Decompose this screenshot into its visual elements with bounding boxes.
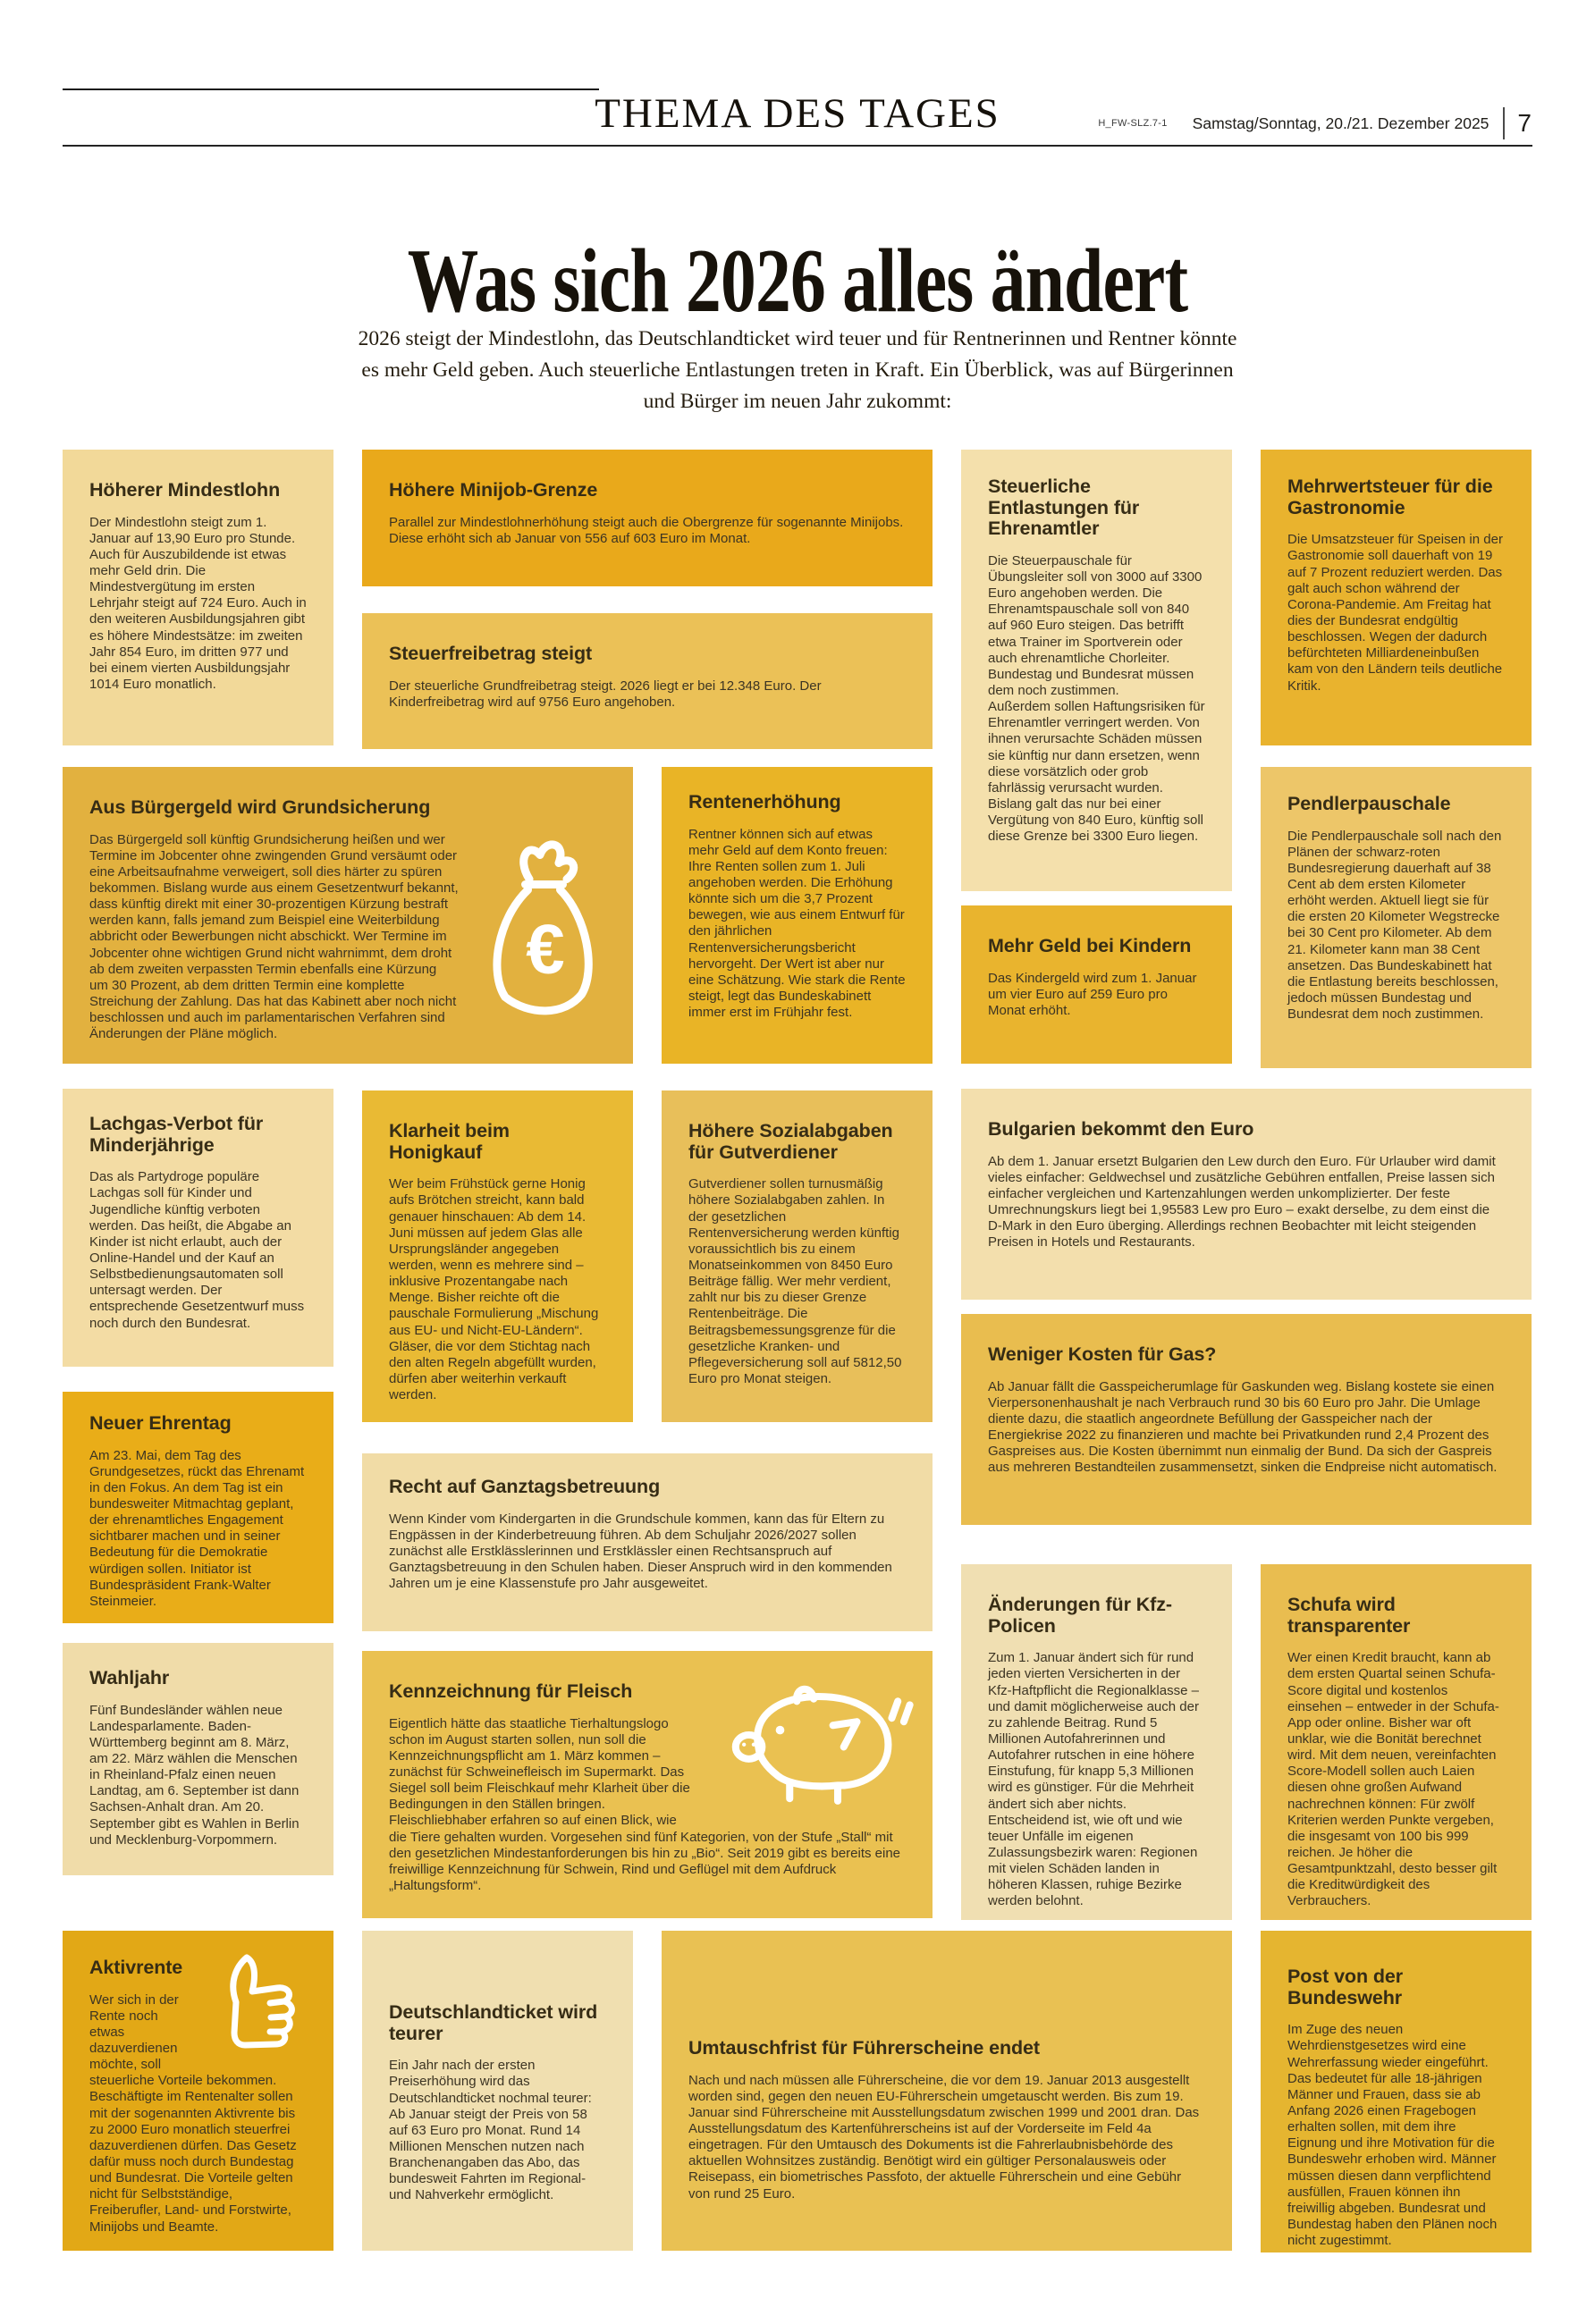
article-box-schufa-transparenter [1261,1564,1532,1920]
article-body: Ab Januar fällt die Gasspeicherumlage für Gaskunden weg. Bislang kostete sie einen Vierpersonenhaushalt je nach Verbrauch rund 30 bis 60 Euro pro Jahr. Die Umlage diente dazu, die staatlich angeordnete Befüllung der Gasspeicher nach der Energiekrise 2022 zu finanzieren und machte bei Privatkunden rund 2,4 Prozent des Gaspreises aus. Die Kosten übernimmt nun einmalig der Bund. Da sich der Gaspreis aus mehreren Bestandteilen zusammensetzt, sinken die Endpreise nicht automatisch. [988,1378,1498,1476]
article-heading: Höherer Mindestlohn [89,479,281,501]
article-body: Rentner können sich auf etwas mehr Geld auf dem Konto freuen: Ihre Renten sollen zum 1. Juli angehoben werden. Die Erhöhung könnte sich um die 3,7 Prozent bewegen, wie aus einem Entwurf für den jährlichen Rentenversicherungsbericht hervorgeht. Der Wert ist aber nur eine Schätzung. Wie stark die Rente steigt, legt das Bundeskabinett immer erst im Frühjahr fest. [688,826,906,1021]
article-body: Das Kindergeld wird zum 1. Januar um vier Euro auf 259 Euro pro Monat erhöht. [988,970,1197,1018]
article-body: Der Mindestlohn steigt zum 1. Januar auf 13,90 Euro pro Stunde. Auch für Auszubildende ist etwas mehr Geld drin. Die Mindestvergütung im ersten Lehrjahr steigt auf 724 Euro. Auch in den weiteren Ausbildungsjahren gibt es höhere Mindestsätze: im zweiten Jahr 854 Euro, im dritten 977 und bei einem vierten Ausbildungsjahr 1014 Euro monatlich. [89,514,307,693]
article-heading: Mehr Geld bei Kindern [988,935,1192,956]
article-body: Die Pendlerpauschale soll nach den Plänen der schwarz-roten Bundesregierung dauerhaft auf 38 Cent ab dem ersten Kilometer erhöht werden. Aktuell liegt sie für die ersten 20 Kilometer Wegstrecke bei 30 Cent pro Kilometer. Ab dem 21. Kilometer kann man 38 Cent ansetzen. Das Bundeskabinett hat die Entlastung bereits beschlossen, jedoch müssen Bundestag und Bundesrat dem noch zustimmen. [1287,828,1502,1023]
page-headline: Was sich 2026 alles ändert [407,231,1188,333]
svg-text:€: € [526,909,565,989]
article-box-steuerliche-entlastungen-ehrenamtler [961,450,1232,891]
article-box-aenderungen-kfz-policen [961,1564,1232,1920]
article-box-hoehere-sozialabgaben [662,1090,933,1422]
article-heading: Neuer Ehrentag [89,1412,232,1434]
header-meta [1098,107,1532,139]
article-body: Wenn Kinder vom Kindergarten in die Grundschule kommen, kann das für Eltern zu Engpässen in der Kinderbetreuung führen. Ab dem Schuljahr 2026/2027 sollen zunächst alle Erstklässlerinnen und Erstklässler einen Rechtsanspruch auf Ganztagsbetreuung in den Schulen haben. Dieser Anspruch wird in den kommenden Jahren um je eine Klassenstufe pro Jahr ausgeweitet. [389,1511,892,1592]
article-heading: Umtauschfrist für Führerscheine endet [688,2037,1040,2059]
article-heading: Schufa wird transparenter [1287,1594,1411,1637]
article-heading: Klarheit beim Honigkauf [389,1120,510,1163]
article-body: Außerdem sollen Haftungsrisiken für Ehrenamtler verringert werden. Von ihnen verursachte Schäden müssen sie künftig nur dann ersetzen, wenn diese vorsätzlich oder grob fahrlässig verursacht wurden. Bislang galt das nur bei einer Vergütung von 840 Euro, künftig soll diese Grenze bei 3300 Euro liegen. [988,699,1205,845]
article-text: Wer sich in der Rente noch etwas dazuverdienen möchte, soll steuerliche Vorteile bekommen. Beschäftigte im Rentenalter sollen mit der sogenannten Aktivrente bis zu 2000 Euro monatlich steuerfrei dazuverdienen dürfen. Das Gesetz dafür muss noch durch Bundestag und Bundesrat. Die Vorteile gelten nicht für Selbstständige, Freiberufler, Land- und Forstwirte, Minijobs und Beamte. [89,1991,297,2235]
article-box-wahljahr [63,1643,333,1875]
article-body: Wer beim Frühstück gerne Honig aufs Brötchen streicht, kann bald genauer hinschauen: Ab dem 14. Juni müssen auf jedem Glas alle Ursprungsländer angegeben werden, wenn es mehrere sind – inklusive Prozentangabe nach Menge. Bisher reichte oft die pauschale Formulierung „Mischung aus EU- und Nicht-EU-Ländern“. Gläser, die vor dem Stichtag nach den alten Regeln abgefüllt wurden, dürfen aber weiterhin verkauft werden. [389,1176,599,1403]
article-body: Ein Jahr nach der ersten Preiserhöhung wird das Deutschlandticket nochmal teurer: Ab Januar steigt der Preis von 58 auf 63 Euro pro Monat. Rund 14 Millionen Menschen nutzen nach Branchenangaben das Abo, das bundesweit Fahrten im Regional- und Nahverkehr ermöglicht. [389,2058,592,2203]
icon-wrap-spacer [459,832,606,1042]
article-box-hoehere-minijob-grenze [362,450,933,586]
page-number-divider [1503,107,1505,139]
article-body: Die Steuerpauschale für Übungsleiter soll von 3000 auf 3300 Euro angehoben werden. Die Ehrenamtspauschale soll von 840 auf 960 Euro steigen. Das betrifft etwa Trainer im Sportverein oder auch ehrenamtliche Chorleiter. Bundestag und Bundesrat müssen dem noch zustimmen. [988,552,1203,699]
article-body [89,832,606,1043]
article-body: Im Zuge des neuen Wehrdienstgesetzes wird eine Wehrerfassung wieder eingeführt. Das bedeutet für alle 18-jährigen Männer und Frauen, dass sie ab Anfang 2026 einen Fragebogen erhalten sollen, mit dem ihre Eignung und ihre Motivation für die Bundeswehr erhoben wird. Männer müssen diesen dann verpflichtend ausfüllen, Frauen können ihn freiwillig abgeben. Bundesrat und Bundestag haben den Plänen noch nicht zugestimmt. [1287,2022,1498,2249]
date-line: Samstag/Sonntag, 20./21. Dezember 2025 [1192,114,1490,132]
article-body: Der steuerliche Grundfreibetrag steigt. 2026 liegt er bei 12.348 Euro. Der Kinderfreibetrag wird auf 9756 Euro angehoben. [389,678,822,710]
article-box-buergergeld-grundsicherung [63,767,633,1064]
article-box-deutschlandticket-teurer [362,1931,633,2251]
article-body [89,1992,307,2236]
article-text: Eigentlich hätte das staatliche Tierhaltungslogo schon im August starten sollen, nun soll die Kennzeichnungspflicht am 1. März kommen – zunächst für Schweinefleisch im Supermarkt. Das Siegel soll beim Fleischkauf mehr Klarheit über die Bedingungen in den Ställen bringen. Fleischliebhaber erfahren so auf einen Blick, wie die Tiere gehalten wurden. Vorgesehen sind fünf Kategorien, von der Stufe „Stall“ mit den gesetzlichen Mindestanforderungen bis hin zu „Bio“. Seit 2019 gibt es bereits eine freiwillige Kennzeichnung für Schwein, Rind und Geflügel mit dem Aufdruck „Haltungsform“. [389,1715,901,1894]
icon-wrap-spacer [696,1716,906,1816]
article-box-post-bundeswehr [1261,1931,1532,2252]
article-box-neuer-ehrentag [63,1392,333,1623]
article-box-klarheit-honigkauf [362,1090,633,1422]
article-body: Am 23. Mai, dem Tag des Grundgesetzes, rückt das Ehrenamt in den Fokus. An dem Tag ist ein bundesweiter Mitmachtag geplant, der ehrenamtliches Engagement sichtbarer machen und in seiner Bedeutung für die Demokratie würdigen sollen. Initiator ist Bundespräsident Frank-Walter Steinmeier. [89,1447,305,1609]
article-text: Das Bürgergeld soll künftig Grundsicherung heißen und wer Termine im Jobcenter ohne zwingenden Grund versäumt oder eine Arbeitsaufnahme verweigert, soll dies härter zu spüren bekommen. Bislang wurde aus einem Gesetzentwurf bekannt, dass künftig direkt mit einer 30-prozentigen Kürzung bestraft werden kann, falls jemand zum Beispiel eine Weiterbildung abbricht oder Bewerbungen nicht abschickt. Wer Termine im Jobcenter ohne wichtigen Grund nicht wahrnimmt, dem droht ab dem zweiten verpassten Termin ebenfalls eine Kürzung um 30 Prozent, ab dem dritten Termin eine komplette Streichung der Zahlung. Das hat das Kabinett aber noch nicht beschlossen und auch im parlamentarischen Verfahren sind Änderungen der Pläne möglich. [89,831,459,1042]
article-heading: Recht auf Ganztagsbetreuung [389,1476,661,1497]
article-body: Fünf Bundesländer wählen neue Landesparlamente. Baden-Württemberg beginnt am 8. März, am 22. März wählen die Menschen in Rheinland-Pfalz einen neuen Landtag, am 6. September ist dann Sachsen-Anhalt dran. Am 20. September gibt es Wahlen in Berlin und Mecklenburg-Vorpommern. [89,1702,300,1848]
article-body: Gutverdiener sollen turnusmäßig höhere Sozialabgaben zahlen. In der gesetzlichen Rentenversicherung werden künftig voraussichtlich bis zu einem Monatseinkommen von 8450 Euro Beiträge fällig. Wer mehr verdient, zahlt nur bis zu dieser Grenze Rentenbeiträge. Die Beitragsbemessungsgrenze für die gesetzliche Kranken- und Pflegeversicherung soll auf 5812,50 Euro pro Monat steigen. [688,1176,902,1386]
article-box-bulgarien-euro [961,1089,1532,1300]
article-box-umtauschfrist-fuehrerscheine [662,1931,1232,2251]
article-heading: Aktivrente [89,1957,183,1978]
article-body: Parallel zur Mindestlohnerhöhung steigt auch die Obergrenze für sogenannte Minijobs. Diese erhöht sich ab Januar von 556 auf 603 Euro im Monat. [389,514,904,546]
article-heading: Änderungen für Kfz-Policen [988,1594,1172,1637]
article-heading: Post von der Bundeswehr [1287,1966,1404,2008]
article-heading: Höhere Sozialabgaben für Gutverdiener [688,1120,893,1163]
icon-wrap-spacer [189,1992,307,2066]
article-heading: Kennzeichnung für Fleisch [389,1680,633,1702]
article-box-aktivrente [63,1931,333,2251]
article-body: Das als Partydroge populäre Lachgas soll für Kinder und Jugendliche künftig verboten werden. Das heißt, die Abgabe an Kinder ist nicht erlaubt, auch der Online-Handel und der Kauf an Selbstbedienungsautomaten soll untersagt werden. Der entsprechende Gesetzentwurf muss noch durch den Bundesrat. [89,1169,305,1331]
article-box-mehr-geld-bei-kindern [961,905,1232,1064]
article-heading: Wahljahr [89,1667,170,1688]
article-heading: Weniger Kosten für Gas? [988,1343,1217,1365]
page-number: 7 [1517,109,1532,137]
edition-code: H_FW-SLZ.7-1 [1098,118,1168,129]
article-box-pendlerpauschale [1261,767,1532,1068]
article-heading: Aus Bürgergeld wird Grundsicherung [89,796,431,818]
article-heading: Deutschlandticket wird teurer [389,2001,598,2044]
article-heading: Rentenerhöhung [688,791,841,813]
article-box-hoeherer-mindestlohn [63,450,333,745]
article-heading: Mehrwertsteuer für die Gastronomie [1287,476,1493,518]
standfirst: 2026 steigt der Mindestlohn, das Deutschlandticket wird teuer und für Rentnerinnen und Rentner könnte es mehr Geld geben. Auch steuerliche Entlastungen treten in Kraft. Ein Überblick, was auf Bürgerinnen und Bürger im neuen Jahr zukommt: [358,326,1237,413]
article-box-steuerfreibetrag-steigt [362,613,933,749]
article-body [389,1716,906,1895]
article-box-mehrwertsteuer-gastronomie [1261,450,1532,745]
article-box-kennzeichnung-fleisch [362,1651,933,1918]
article-box-recht-ganztagsbetreuung [362,1453,933,1631]
article-body: Wer einen Kredit braucht, kann ab dem ersten Quartal seinen Schufa-Score digital und kostenlos einsehen – entweder in der Schufa-App oder online. Bisher war oft unklar, wie die Bonität berechnet wird. Mit dem neuen, vereinfachten Score-Modell sollen auch Laien diesen ohne großen Aufwand nachrechnen können: Für zwölf Kriterien werden Punkte vergeben, die insgesamt von 100 bis 999 reichen. Je höher die Gesamtpunktzahl, desto besser gilt die Kreditwürdigkeit des Verbrauchers. [1287,1650,1499,1909]
article-heading: Pendlerpauschale [1287,793,1451,814]
article-heading: Höhere Minijob-Grenze [389,479,598,501]
article-heading: Lachgas-Verbot für Minderjährige [89,1113,264,1156]
article-box-lachgas-verbot [63,1089,333,1367]
header-bottom-rule [63,145,1532,147]
article-box-rentenerhoehung [662,767,933,1064]
article-body: Nach und nach müssen alle Führerscheine, die vor dem 19. Januar 2013 ausgestellt worden sind, gegen den neuen EU-Führerschein umgetauscht werden. Bis zum 19. Januar sind Führerscheine mit Ausstellungsdatum zwischen 1999 und 2001 dran. Das Ausstellungsdatum des Kartenführerscheins ist auf der Vorderseite im Feld 4a eingetragen. Für den Umtausch des Dokuments ist die Fahrerlaubnisbehörde des aktuellen Wohnsitzes zuständig. Benötigt wird ein gültiger Personalausweis oder Reisepass, ein biometrisches Passfoto, der aktuelle Führerschein und eine Gebühr von rund 25 Euro. [688,2072,1200,2202]
article-heading: Steuerliche Entlastungen für Ehrenamtler [988,476,1140,540]
article-heading: Bulgarien bekommt den Euro [988,1118,1254,1140]
section-title: THEMA DES TAGES [595,90,1000,137]
article-body: Die Umsatzsteuer für Speisen in der Gastronomie soll dauerhaft von 19 auf 7 Prozent reduziert werden. Das galt auch schon während der Corona-Pandemie. Am Freitag hat dies der Bundesrat endgültig beschlossen. Wegen der dadurch befürchteten Milliardeneinbußen kam von den Ländern teils deutliche Kritik. [1287,532,1503,694]
article-body: Zum 1. Januar ändert sich für rund jeden vierten Versicherten in der Kfz-Haftpflicht die Regionalklasse – und damit möglicherweise auch der zu zahlende Beitrag. Rund 5 Millionen Autofahrerinnen und Autofahrer rutschen in eine höhere Einstufung, für knapp 5,3 Millionen wird es günstiger. Für die Mehrheit ändert sich aber nichts. Entscheidend ist, wie oft und wie teuer Unfälle im eigenen Zulassungsbezirk waren: Regionen mit vielen Schäden landen in höheren Klassen, ruhige Bezirke werden belohnt. [988,1650,1199,1909]
article-box-weniger-kosten-gas [961,1314,1532,1525]
article-heading: Steuerfreibetrag steigt [389,643,593,664]
article-body: Ab dem 1. Januar ersetzt Bulgarien den Lew durch den Euro. Für Urlauber wird damit vieles einfacher: Geldwechsel und zusätzliche Gebühren entfallen, Preise lassen sich einfacher vergleichen und Kartenzahlungen werden unkomplizierter. Der feste Umrechnungskurs liegt bei 1,95583 Lew pro Euro – exakt derselbe, zu dem einst die D-Mark in den Euro überging. Allerdings rechnen Beobachter mit leicht steigenden Preisen in Hotels und Restaurants. [988,1153,1496,1250]
